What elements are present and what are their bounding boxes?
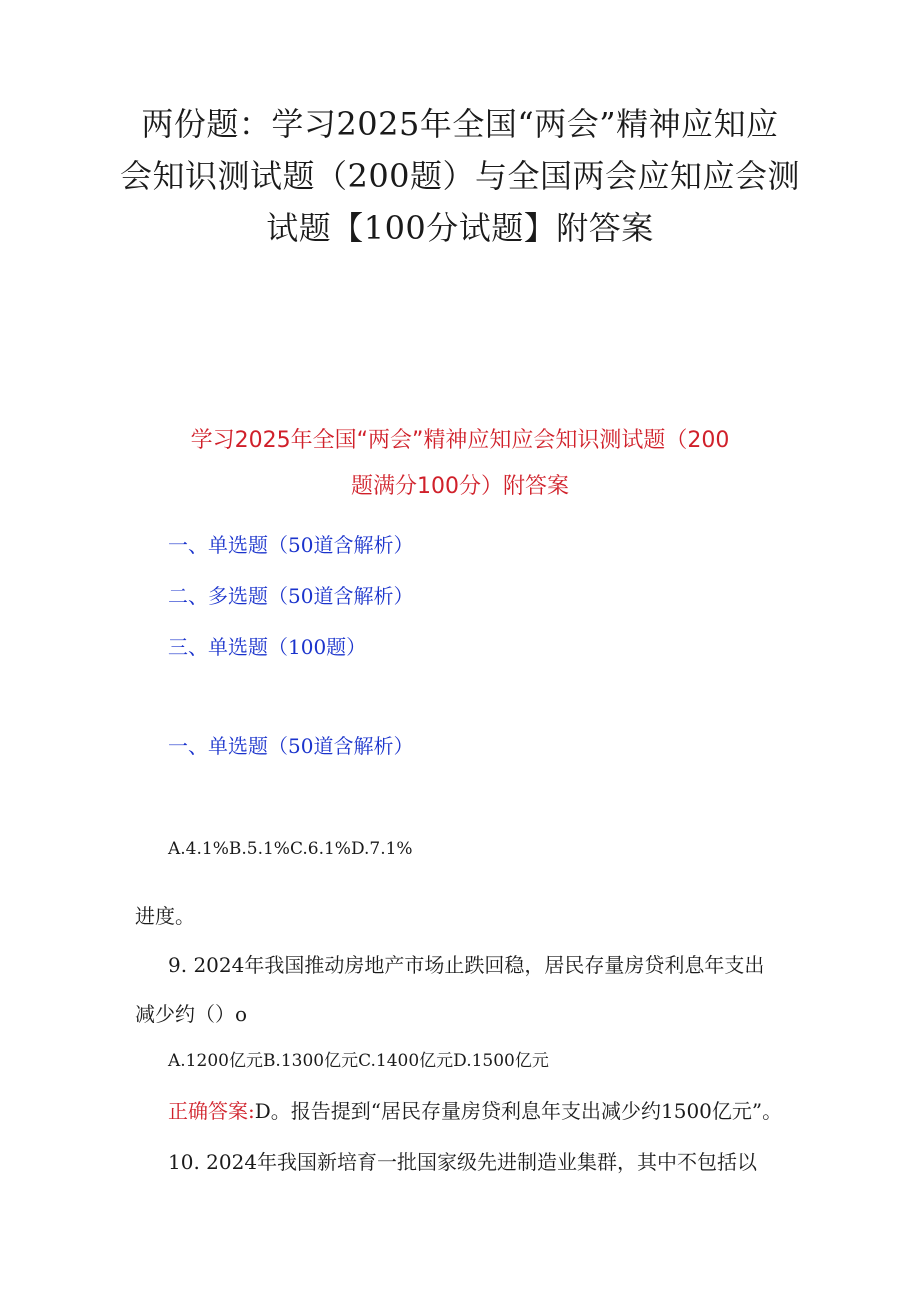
prev-question-options: A.4.1%B.5.1%C.6.1%D.7.1%: [168, 839, 413, 859]
part-heading: 一、单选题（50道含解析）: [168, 734, 414, 758]
prev-explanation-tail: 进度。: [135, 904, 195, 928]
question-9-options: A.1200亿元B.1300亿元C.1400亿元D.1500亿元: [168, 1051, 549, 1071]
section-heading: [140, 418, 780, 510]
section-heading-line-2: 题满分100分）附答案: [351, 474, 569, 499]
question-10-line-1: 10. 2024年我国新培育一批国家级先进制造业集群，其中不包括以: [168, 1150, 758, 1174]
title-line-2: 会知识测试题（200题）与全国两会应知应会测: [119, 157, 801, 195]
section-heading-line-1: 学习2025年全国“两会”精神应知应会知识测试题（200: [190, 428, 730, 453]
toc-item-single-choice-50[interactable]: 一、单选题（50道含解析）: [168, 533, 414, 557]
toc-item-multiple-choice-50[interactable]: 二、多选题（50道含解析）: [168, 584, 414, 608]
title-line-3: 试题【100分试题】附答案: [266, 209, 654, 247]
title-line-1: 两份题：学习2025年全国“两会”精神应知应: [141, 105, 779, 143]
toc-item-single-choice-100[interactable]: 三、单选题（100题）: [168, 635, 367, 659]
question-9-answer: [168, 1097, 782, 1125]
question-9-line-1: 9. 2024年我国推动房地产市场止跌回稳，居民存量房贷利息年支出: [168, 953, 765, 977]
document-title: [60, 98, 860, 254]
question-9-line-2: 减少约（）o: [135, 1002, 248, 1026]
answer-label: 正确答案:: [168, 1099, 255, 1123]
answer-text: D。报告提到“居民存量房贷利息年支出减少约1500亿元”。: [254, 1099, 783, 1123]
